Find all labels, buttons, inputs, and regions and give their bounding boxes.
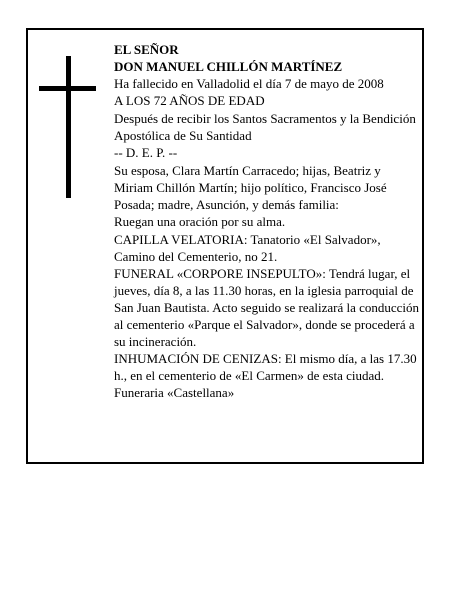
- sacraments-text: Después de recibir los Santos Sacramentos y la Bendición Apostólica de Su Santidad: [114, 111, 416, 143]
- funeral-section: [114, 265, 420, 350]
- ashes-text: : El mismo día, a las 17.30 h., en el cementerio de «El Carmen» de esta ciudad.: [114, 351, 417, 383]
- rip-line: -- D. E. P. --: [114, 145, 178, 160]
- funeral-home: Funeraria «Castellana»: [114, 385, 235, 400]
- ashes-label: INHUMACIÓN DE CENIZAS: [114, 351, 278, 366]
- notice-title: EL SEÑOR: [114, 42, 179, 57]
- funeral-label: FUNERAL «CORPORE INSEPULTO»: [114, 266, 323, 281]
- ashes-section: [114, 350, 420, 384]
- prayer-line: Ruegan una oración por su alma.: [114, 214, 286, 229]
- age-line: A LOS 72 AÑOS DE EDAD: [114, 93, 265, 108]
- chapel-section: [114, 231, 420, 265]
- obituary-notice: [26, 28, 424, 464]
- chapel-text: : Tanatorio «El Salvador», Camino del Cementerio, no 21.: [114, 232, 381, 264]
- cross-icon-horizontal-bar: [39, 86, 96, 91]
- cross-icon-vertical-bar: [66, 56, 71, 198]
- death-date: Ha fallecido en Valladolid el día 7 de mayo de 2008: [114, 76, 384, 91]
- funeral-text: : Tendrá lugar, el jueves, día 8, a las 11.30 horas, en la iglesia parroquial de San Juan Bautista. Acto seguido se realizará la conducción al cementerio «Parque el Salvador», donde se procederá a su incineración.: [114, 266, 420, 349]
- deceased-name: DON MANUEL CHILLÓN MARTÍNEZ: [114, 59, 343, 74]
- obituary-text: [114, 41, 420, 401]
- family-text: Su esposa, Clara Martín Carracedo; hijas, Beatriz y Miriam Chillón Martín; hijo político, Francisco José Posada; madre, Asunción, y demás familia:: [114, 163, 387, 212]
- chapel-label: CAPILLA VELATORIA: [114, 232, 244, 247]
